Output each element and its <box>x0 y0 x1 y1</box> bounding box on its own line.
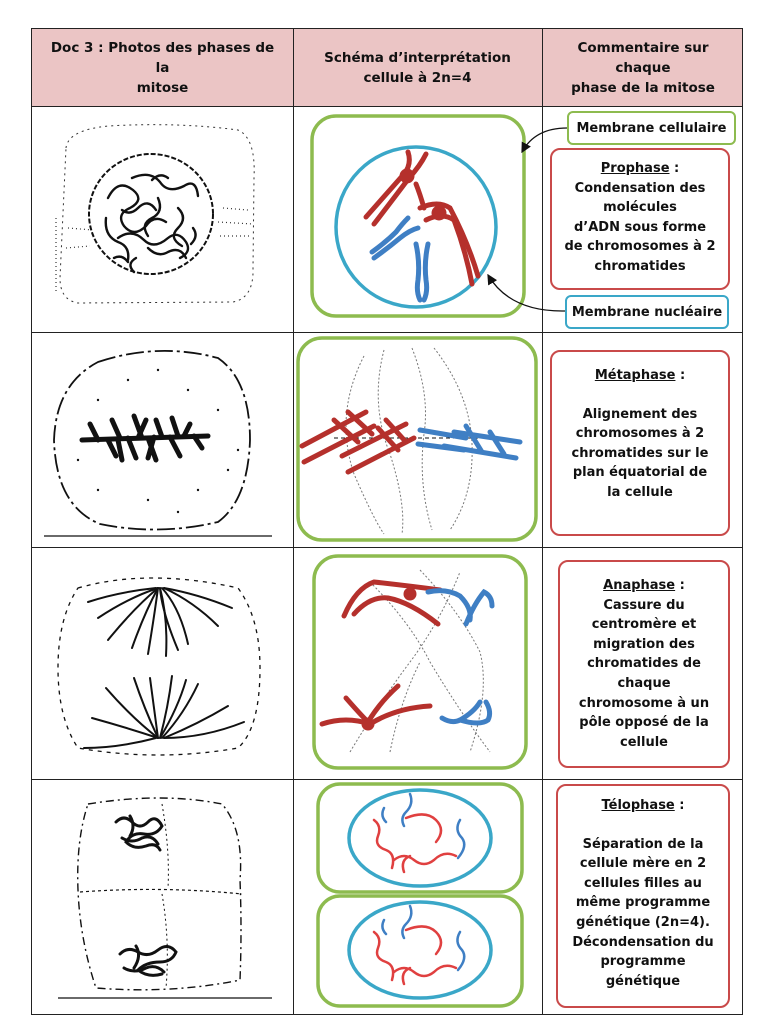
anaphase-schema <box>310 552 532 772</box>
telophase-schema <box>314 780 524 1010</box>
daughter-nucleus <box>349 902 491 998</box>
daughter-nucleus <box>349 790 491 886</box>
anaphase-comment: Anaphase : Cassure du centromère et migration des chromatides de chaque chromosome à un pôle opposé de la cellule <box>558 560 730 768</box>
cell-membrane-label: Membrane cellulaire <box>567 111 736 145</box>
telophase-photo <box>52 790 277 1008</box>
metaphase-schema <box>294 334 544 544</box>
metaphase-comment: Métaphase : Alignement des chromosomes à 2 chromatides sur le plan équatorial de la cellule <box>550 350 730 536</box>
chromosome-red <box>302 412 414 472</box>
chromosome-blue <box>428 591 492 723</box>
chromosome-blue <box>418 426 520 458</box>
metaphase-photo <box>38 340 278 540</box>
header-comment: Commentaire sur chaque phase de la mitose <box>571 40 715 96</box>
telophase-comment: Télophase : Séparation de la cellule mère en 2 cellules filles au même programme génétique (2n=4). Décondensation du programme génétique <box>556 784 730 1008</box>
anaphase-photo <box>48 558 278 766</box>
prophase-comment: Prophase : Condensation des molécules d’ADN sous forme de chromosomes à 2 chromatides <box>550 148 730 290</box>
chromosome-red <box>322 582 440 728</box>
nuclear-membrane-label: Membrane nucléaire <box>565 295 729 329</box>
chromatin-red <box>374 814 456 984</box>
header-photos: Doc 3 : Photos des phases de la mitose <box>50 40 275 96</box>
header-schema: Schéma d’interprétation cellule à 2n=4 <box>324 50 511 86</box>
